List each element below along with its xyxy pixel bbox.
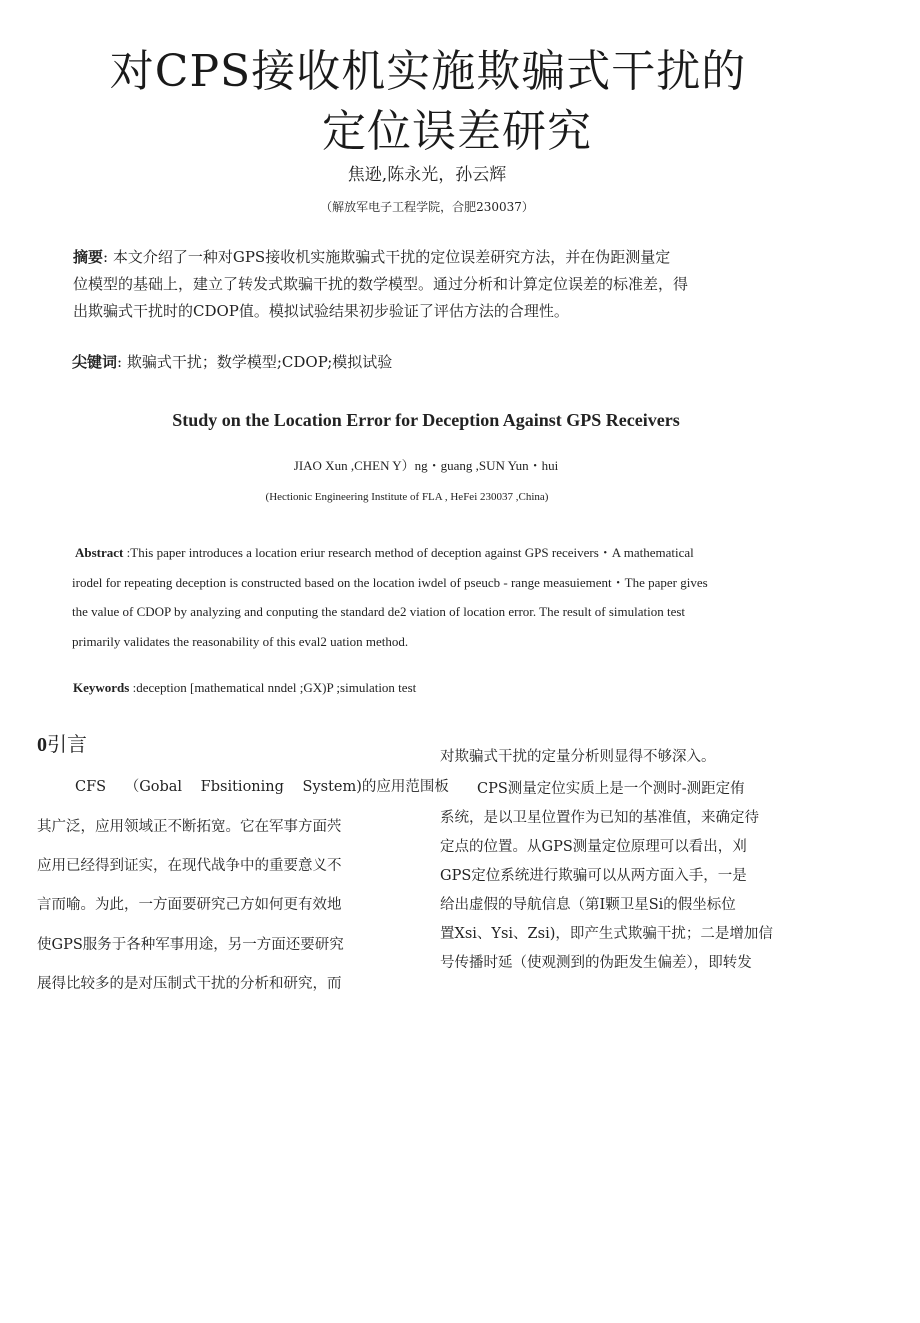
- section-heading: [37, 728, 87, 757]
- english-abstract-line: irodel for repeating deception is constructed based on the location iwdel of pseucb - range measuiement・The paper gives: [72, 574, 708, 590]
- section-number: 0: [37, 734, 47, 756]
- section-title: 引言: [47, 732, 87, 756]
- english-keywords-label: Keywords: [73, 680, 130, 695]
- body-line: 系统，是以卫星位置作为已知的基准值，来确定待: [440, 810, 759, 826]
- affiliation-cn: （解放军电子工程学院，合肥230037）: [320, 200, 534, 214]
- body-line: 对欺骗式干扰的定量分析则显得不够深入。: [440, 749, 716, 765]
- english-abstract-label: Abstract: [75, 545, 124, 560]
- paper-title-line-1: 对CPS接收机实施欺骗式干扰的: [109, 46, 747, 97]
- body-line: 言而喻。为此，一方面要研究己方如何更有效地: [37, 897, 342, 913]
- english-abstract: [72, 538, 812, 656]
- body-line: 置Xsi、Ysi、Zsi)，即产生式欺骗干扰；二是增加信: [440, 926, 773, 942]
- body-line: 展得比较多的是对压制式干扰的分析和研究，而: [37, 976, 342, 992]
- body-line: GPS定位系统进行欺骗可以从两方面入手，一是: [440, 868, 747, 884]
- abstract-cn-label: 摘要: [73, 248, 104, 266]
- paper-title-line-2: 定位误差研究: [322, 106, 592, 157]
- keywords-cn-text: : 欺骗式干扰；数学模型;CDOP;模拟试验: [117, 353, 393, 371]
- english-title: Study on the Location Error for Deception Against GPS Receivers: [172, 410, 680, 430]
- body-line: 号传播时延（使观测到的伪距发生偏差），即转发: [440, 955, 752, 971]
- english-abstract-line: the value of CDOP by analyzing and conputing the standard de2 viation of location error. The result of simulation test: [72, 604, 686, 619]
- keywords-cn-label: 尖键词: [72, 353, 118, 371]
- authors-cn: 焦逊,陈永光，孙云辉: [347, 165, 507, 185]
- body-line: 其广泛，应用领域正不断拓宽。它在军事方面茓: [37, 819, 342, 835]
- body-line: 使GPS服务于各种军事用途，另一方面还要研究: [37, 937, 344, 953]
- english-abstract-line: :This paper introduces a location eriur research method of deception against GPS receivers・A mathematical: [126, 545, 694, 560]
- keywords-cn: [72, 351, 762, 372]
- english-abstract-line: primarily validates the reasonability of this eval2 uation method.: [72, 633, 409, 649]
- english-keywords-text: :deception [mathematical nndel ;GX)P ;simulation test: [132, 680, 417, 695]
- body-line: 定点的位置。从GPS测量定位原理可以看出，刈: [440, 839, 747, 855]
- abstract-cn-line: : 本文介绍了一种对GPS接收机实施欺骗式干扰的定位误差研究方法，并在伪距测量定: [103, 248, 671, 266]
- english-authors: JIAO Xun ,CHEN Y）ng・guang ,SUN Yun・hui: [293, 458, 559, 473]
- body-line: CPS测量定位实质上是一个测时-测距定侑: [477, 781, 745, 797]
- abstract-cn-line: 位模型的基础上，建立了转发式欺骗干扰的数学模型。通过分析和计算定位误差的标准差，得: [73, 275, 689, 293]
- english-keywords: [73, 680, 813, 696]
- body-line: 应用已经得到证实，在现代战争中的重要意义不: [37, 858, 342, 874]
- english-affiliation: (Hectionic Engineering Institute of FLA , HeFei 230037 ,China): [265, 491, 549, 503]
- body-line: 给出虚假的导航信息（第I颗卫星Si的假坐标位: [440, 897, 736, 913]
- abstract-cn: [73, 244, 763, 325]
- abstract-cn-line: 出欺骗式干扰时的CDOP值。模拟试验结果初步验证了评估方法的合理性。: [73, 302, 569, 320]
- body-line: CFS （Gobal Fbsitioning System)的应用范围板: [75, 779, 449, 795]
